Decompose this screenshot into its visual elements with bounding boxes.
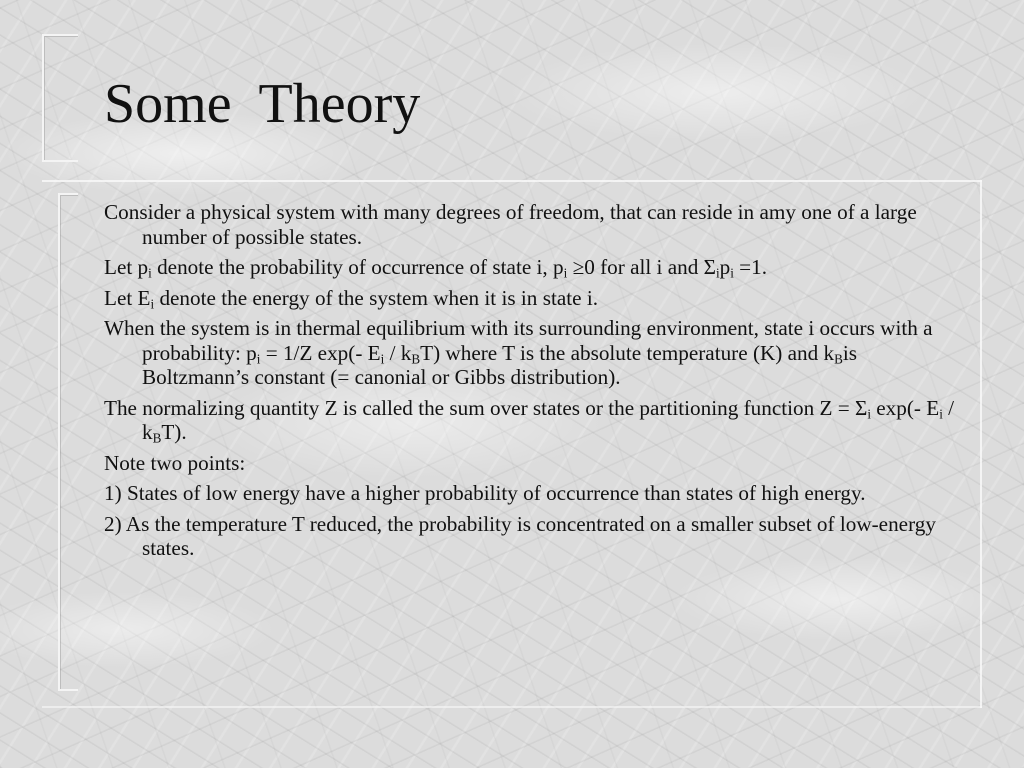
- subscript: i: [148, 265, 152, 281]
- paragraph-probability-definition: [104, 255, 964, 280]
- text-run: exp(- E: [870, 395, 940, 420]
- subscript: i: [867, 406, 871, 422]
- paragraph-point-1: [104, 481, 964, 506]
- subscript: i: [150, 296, 155, 312]
- subscript: i: [256, 351, 261, 367]
- title-decoration-bracket: [42, 34, 78, 162]
- text-run: is Boltzmann’s constant (= canonial or Gibbs distribution).: [142, 340, 858, 389]
- subscript: B: [411, 351, 421, 367]
- text-run: p: [719, 255, 731, 279]
- frame-line-bottom: [42, 706, 982, 708]
- paragraph-text: Consider a physical system with many degrees of freedom, that can reside in amy one of a large number of possible states.: [104, 200, 917, 249]
- paragraph-point-2: [104, 512, 964, 561]
- subscript: i: [380, 351, 385, 367]
- slide-body: [104, 200, 964, 567]
- frame-line-top: [42, 180, 982, 182]
- subscript: i: [715, 265, 720, 281]
- subscript: i: [730, 265, 734, 281]
- frame-line-right: [980, 180, 982, 708]
- text-run: When the system is in thermal equilibrium with its surrounding environment, state i occurs with a probability: p: [104, 316, 933, 365]
- paragraph-thermal-equilibrium: [104, 316, 964, 390]
- body-decoration-bracket: [58, 193, 78, 691]
- text-run: / k: [384, 340, 412, 365]
- paragraph-partition-function: [104, 396, 964, 445]
- subscript: B: [834, 351, 843, 367]
- subscript: i: [563, 265, 568, 281]
- text-run: ≥0 for all i and Σ: [567, 255, 716, 279]
- text-run: denote the energy of the system when it is in state i.: [154, 285, 599, 310]
- subscript: i: [939, 406, 943, 422]
- text-run: = 1/Z exp(- E: [260, 340, 381, 365]
- text-run: =1.: [733, 255, 768, 279]
- paragraph-text: 1) States of low energy have a higher probability of occurrence than states of high energy.: [104, 481, 866, 505]
- paragraph-energy-definition: [104, 286, 964, 311]
- text-run: T) where T is the absolute temperature (K) and k: [420, 340, 835, 365]
- text-run: Let p: [104, 255, 149, 279]
- paragraph-text: Note two points:: [104, 450, 246, 475]
- slide-title: Some Theory: [104, 73, 421, 135]
- text-run: / k: [142, 395, 955, 444]
- paragraph-text: 2) As the temperature T reduced, the probability is concentrated on a smaller subset of low-energy states.: [104, 511, 936, 560]
- text-run: T).: [161, 420, 187, 444]
- text-run: The normalizing quantity Z is called the sum over states or the partitioning function Z = Σ: [104, 395, 868, 420]
- subscript: B: [152, 430, 162, 446]
- paragraph-note: [104, 451, 964, 476]
- text-run: denote the probability of occurrence of state i, p: [151, 255, 564, 279]
- paragraph-physical-system: [104, 200, 964, 249]
- text-run: Let E: [104, 285, 151, 310]
